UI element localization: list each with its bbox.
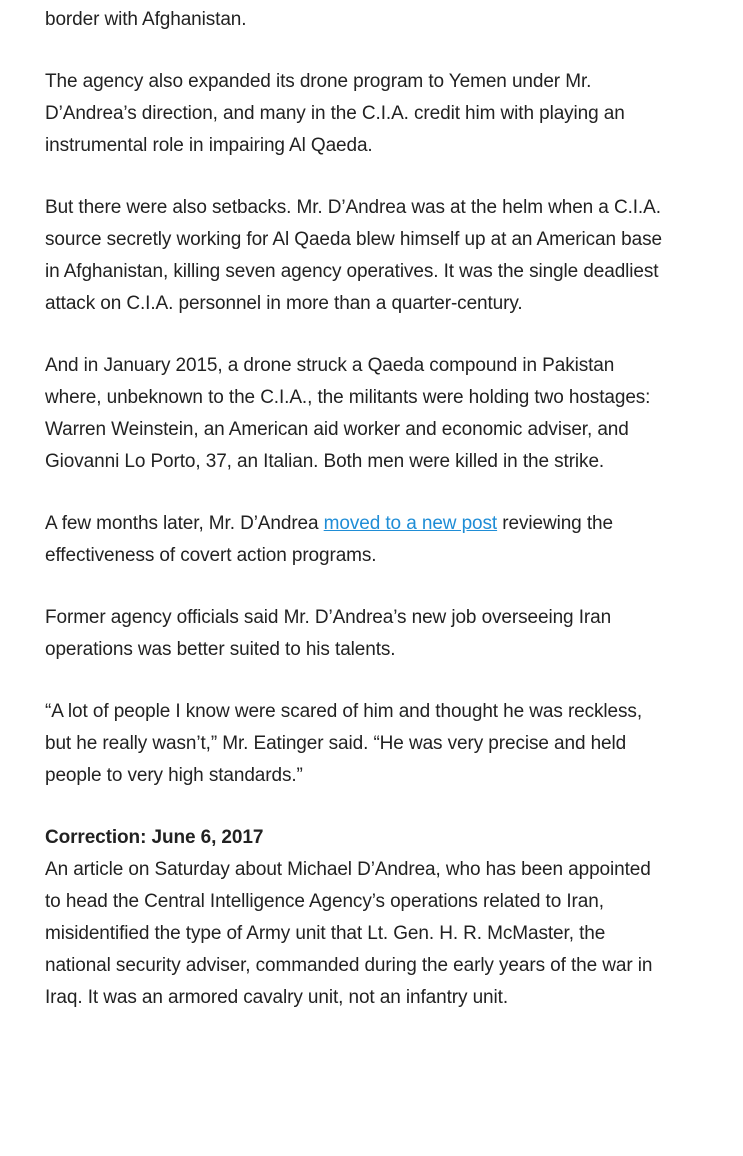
correction-block [45, 822, 665, 1014]
paragraph-1: border with Afghanistan. [45, 9, 247, 30]
paragraph-2: The agency also expanded its drone program to Yemen under Mr. D’Andrea’s direction, and many in the C.I.A. credit him with playing an instrumental role in impairing Al Qaeda. [45, 71, 625, 156]
correction-heading: Correction: June 6, 2017 [45, 827, 264, 848]
paragraph-3: But there were also setbacks. Mr. D’Andrea was at the helm when a C.I.A. source secretly working for Al Qaeda blew himself up at an American base in Afghanistan, killing seven agency operatives. It was the single deadliest attack on C.I.A. personnel in more than a quarter-century. [45, 197, 662, 314]
article-body [45, 4, 665, 1044]
correction-body: An article on Saturday about Michael D’Andrea, who has been appointed to head the Central Intelligence Agency’s operations related to Iran, misidentified the type of Army unit that Lt. Gen. H. R. McMaster, the national security adviser, commanded during the early years of the war in Iraq. It was an armored cavalry unit, not an infantry unit. [45, 859, 653, 1008]
paragraph-5-text-before: A few months later, Mr. D’Andrea [45, 513, 324, 534]
paragraph-4: And in January 2015, a drone struck a Qaeda compound in Pakistan where, unbeknown to the C.I.A., the militants were holding two hostages: Warren Weinstein, an American aid worker and economic adviser, and Giovanni Lo Porto, 37, an Italian. Both men were killed in the strike. [45, 355, 651, 472]
paragraph-6: Former agency officials said Mr. D’Andrea’s new job overseeing Iran operations was better suited to his talents. [45, 607, 612, 660]
paragraph-5-text-after: reviewing the effectiveness of covert action programs. [45, 513, 613, 566]
paragraph-5 [45, 508, 665, 572]
moved-to-new-post-link[interactable]: moved to a new post [323, 513, 498, 534]
paragraph-7: “A lot of people I know were scared of him and thought he was reckless, but he really wasn’t,” Mr. Eatinger said. “He was very precise and held people to very high standards.” [45, 701, 643, 786]
